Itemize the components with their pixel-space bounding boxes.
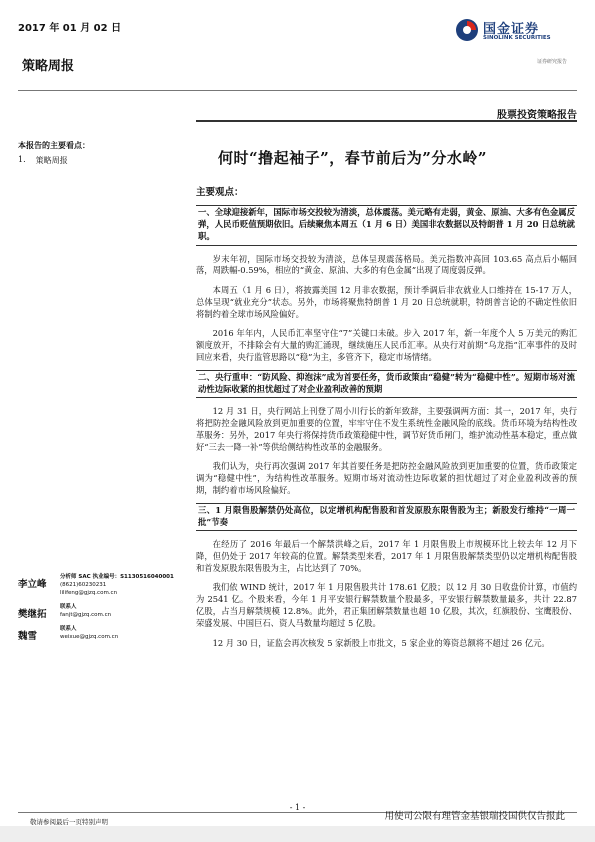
section-3: [196, 503, 577, 650]
section-heading: 三、1 月限售股解禁仍处高位，以定增机构配售股和首发原股东限售股为主；新股发行维持“一周一批”节奏: [196, 503, 577, 531]
paragraph: 岁末年初，国际市场交投较为清淡，总体呈现震荡格局。美元指数冲高回 103.65 高点后小幅回落，周跌幅-0.59%，相应的“黄金、原油、大多的有色金属”出现了周度弱反弹。: [196, 253, 577, 276]
paragraph: 本周五（1 月 6 日），将披露美国 12 月非农数据，预计季调后非农就业人口维持在 15-17 万人，总体呈现“就业充分”状态。另外，市场将聚焦特朗普 1 月 20 日总统就职，特朗普言论的不确定性依旧将制约着全球市场风险偏好。: [196, 285, 577, 319]
category-divider: [196, 120, 577, 122]
paragraph: 我们依 WIND 统计，2017 年 1 月限售股共计 178.61 亿股；以 12 月 30 日收盘价计算，市值约为 2541 亿。个股来看，今年 1 月平安银行解禁数量个股最多，平安银行解禁数量最多，共计 22.87 亿股，占当月解禁规模 12.8%。此外，君正集团解禁数量也超 10 亿股，其次，红旗股份、宝鹰股份、荣盛发展、中国巨石、资人马数量均超过 5 亿股。: [196, 582, 577, 628]
analyst-title: 联系人: [60, 603, 77, 610]
analyst-title: 联系人: [60, 625, 77, 632]
logo-mark-icon: [455, 18, 479, 42]
analyst-email[interactable]: lilifeng@gjzq.com.cn: [60, 589, 118, 596]
paragraph: 2016 年年内，人民币汇率坚守住“7”关键口未破。步入 2017 年，新一年度个人 5 万美元的购汇额度放开，不排除会有大量的购汇涌现，继续施压人民币汇率。从央行对前期“乌龙指”汇率事件的及时回应来看，央行监管思路以“稳”为主，多管齐下，稳定市场情绪。: [196, 328, 577, 363]
header-divider: [18, 90, 577, 91]
paragraph: 在经历了 2016 年最后一个解禁洪峰之后，2017 年 1 月限售股上市规模环比上较去年 12 月下降，但仍处于 2017 年较高的位置。解禁类型来看，2017 年 1 月限售股解禁类型仍以定增机构配售股和首发原股东限售股为主，占比达到了 70%。: [196, 539, 577, 573]
section-heading: 一、全球迎接新年，国际市场交投较为清淡，总体震荡。美元略有走弱，黄金、原油、大多有色金属反弹，人民币贬值预期依旧。后续聚焦本周五（1 月 6 日）美国非农数据以及特朗普 1 月 20 日总统就职。: [196, 205, 577, 246]
main-heading: 主要观点：: [196, 187, 244, 198]
paragraph: 我们认为，央行再次强调 2017 年其首要任务是把防控金融风险放到更加重要的位置，货币政策定调为“稳健中性”，为结构性改革服务。短期市场对流动性边际收紧的担忧超过了对企业盈利改善的预期，制约着市场风险偏好。: [196, 461, 577, 495]
analyst-phone: (8621)60230231: [60, 581, 107, 588]
sidebar-item: [18, 155, 183, 166]
key-points-sidebar: [18, 140, 183, 166]
section-heading: 二、央行重申：“防风险、抑泡沫”成为首要任务，货币政策由“稳健”转为“稳健中性”。短期市场对流动性边际收紧的担忧超过了对企业盈利改善的预期: [196, 370, 577, 398]
paragraph: 12 月 30 日，证监会再次核发 5 家新股上市批文，5 家企业的筹资总额将不超过 26 亿元。: [212, 637, 550, 648]
analyst-email[interactable]: fanjt@gjzq.com.cn: [60, 611, 112, 618]
analyst-email[interactable]: weixue@gjzq.com.cn: [60, 633, 119, 640]
sidebar-item-number: 1.: [18, 155, 26, 164]
analyst-name: 李立峰: [18, 579, 47, 590]
company-logo: [455, 16, 575, 64]
report-date: 2017 年 01 月 02 日: [18, 23, 122, 34]
page-number: - 1 -: [289, 803, 306, 812]
footer-notice: 用使司公限有理管金基银瑞投国供仅告报此: [384, 811, 565, 822]
logo-name-cn: 国金证券: [483, 22, 540, 37]
report-type: 策略周报: [22, 59, 75, 74]
paragraph: 12 月 31 日，央行网站上刊登了周小川行长的新年致辞，主要强调两方面：其一，2017 年，央行将把防控金融风险放到更加重要的位置，牢牢守住不发生系统性金融风险的底线。货币环境为结构性改革服务：另外，2017 年央行将保持货币政策稳健中性，调节好货币闸门，维护流动性基本稳定，重点做好“三去一降一补”等供给侧结构性改革的金融服务。: [196, 406, 577, 452]
footer-disclaimer: 敬请参阅最后一页特别声明: [30, 818, 108, 826]
main-content: [196, 184, 577, 655]
analyst-card: [18, 574, 188, 598]
logo-tagline: 证券研究报告: [537, 59, 568, 65]
analyst-card: [18, 626, 188, 642]
analyst-info: [60, 626, 118, 642]
report-title: 何时“撸起袖子”，春节前后为”分水岭”: [218, 149, 488, 167]
analyst-list: [18, 574, 188, 648]
analyst-card: [18, 604, 188, 620]
analyst-info: [60, 574, 174, 598]
logo-name-en: SINOLINK SECURITIES: [483, 35, 551, 41]
section-1: [196, 205, 577, 364]
analyst-name: 魏雪: [18, 630, 38, 642]
analyst-name: 樊继拓: [18, 608, 47, 620]
sidebar-item-text: 策略周报: [35, 156, 68, 165]
sidebar-heading: 本报告的主要看点：: [18, 140, 90, 150]
section-2: [196, 370, 577, 497]
footer-band: [0, 826, 595, 842]
analyst-title: 分析师 SAC 执业编号：S1130516040001: [60, 574, 174, 580]
analyst-info: [60, 604, 111, 620]
report-category: 股票投资策略报告: [497, 110, 577, 121]
